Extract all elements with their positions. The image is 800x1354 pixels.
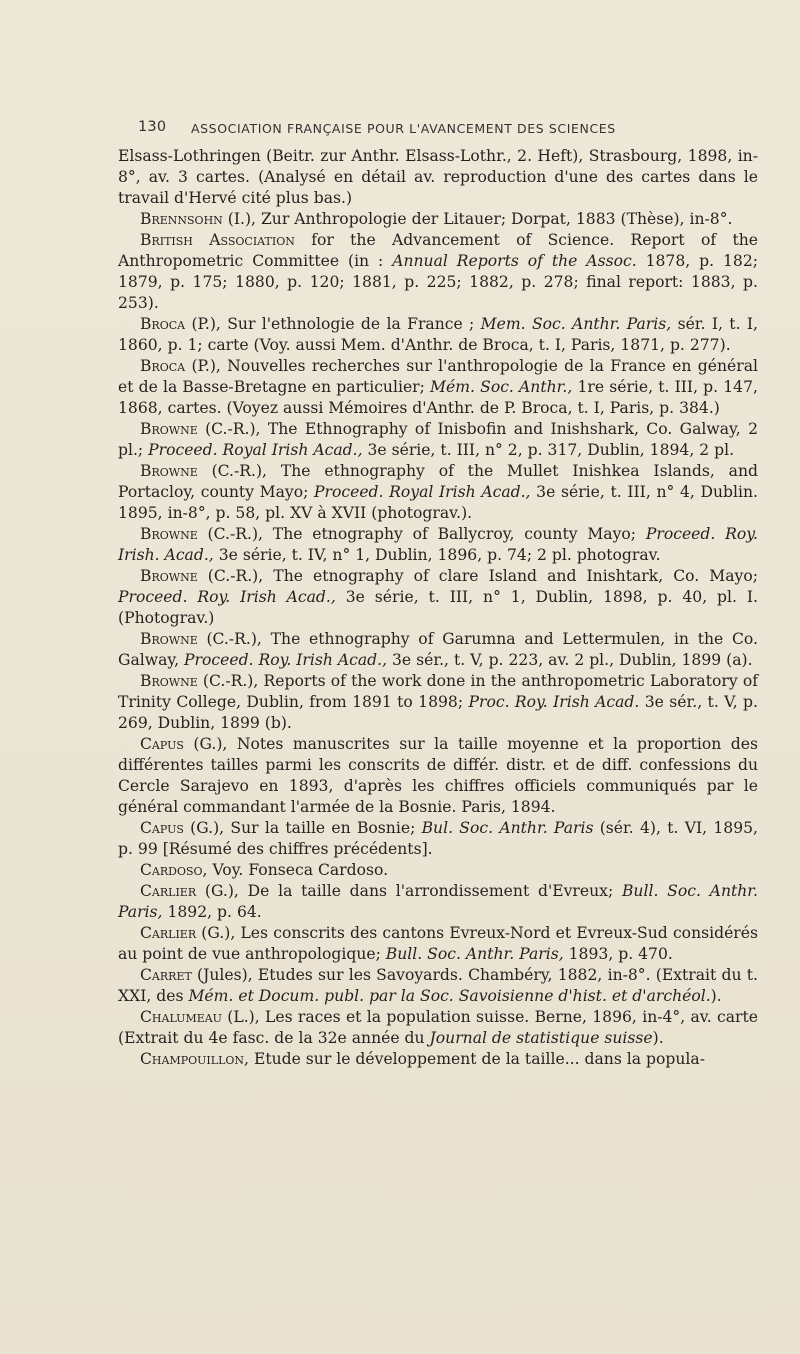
entry-source: Bull. Soc. Anthr. Paris, [385,945,564,963]
entry-source: Bull. Soc. Anthr. Paris, [118,882,758,921]
entry-source: Proceed. Royal Irish Acad., [314,483,531,501]
entry-details: 3e série, t. III, n° 2, p. 317, Dublin, 1894, 2 pl. [362,441,735,459]
bibliography-entry [118,146,758,209]
bibliography-entry [118,566,758,629]
entry-author: Browne [140,672,198,690]
entry-title: (G.), Notes manuscrites sur la taille moyenne et la proportion des différentes tailles parmi les conscrits de différ. distr. et de diff. confessions du Cercle Sarajevo en 1893, d'après les chiffres officiels communiqués par le général commandant l'armée de la Bosnie. Paris, 1894. [118,735,758,816]
entry-title: (C.-R.), The ethnography of Garumna and Lettermulen, in the Co. Galway, [118,630,758,669]
entry-details: 3e série, t. III, n° 4, Dublin. 1895, in-8°, p. 58, pl. XV à XVII (photograv.). [118,483,758,522]
running-head: ASSOCIATION FRANÇAISE POUR L'AVANCEMENT DES SCIENCES [191,121,616,136]
entry-title: (I.), Zur Anthropologie der Litauer; Dorpat, 1883 (Thèse), in-8°. [222,210,733,228]
entry-source: Journal de statistique suisse [429,1029,653,1047]
bibliography-entry [118,881,758,923]
bibliography-list [118,146,758,1070]
entry-title: Elsass-Lothringen (Beitr. zur Anthr. Elsass-Lothr., 2. Heft), Strasbourg, 1898, in-8°, av. 3 cartes. (Analysé en détail av. reproduction d'une des cartes dans le travail d'Hervé cité plus bas.) [118,147,758,207]
entry-title: for the Advancement of Science. Report of the Anthropometric Committee (in : [118,231,758,270]
entry-author: Capus [140,819,184,837]
entry-details: (sér. 4), t. VI, 1895, p. 99 [Résumé des chiffres précédents]. [118,819,759,858]
entry-title: (G.), Les conscrits des cantons Evreux-Nord et Evreux-Sud considérés au point de vue anthropologique; [118,924,758,963]
entry-title: Voy. Fonseca Cardoso. [207,861,389,879]
entry-author: British Association [140,231,295,249]
entry-title: (G.), Sur la taille en Bosnie; [183,819,422,837]
bibliography-entry [118,419,758,461]
bibliography-entry [118,818,758,860]
entry-author: Brennsohn [140,210,223,228]
entry-details: ). [652,1029,664,1047]
bibliography-entry [118,965,758,1007]
entry-details: 3e sér., t. V, p. 223, av. 2 pl., Dublin, 1899 (a). [387,651,753,669]
bibliography-entry [118,524,758,566]
entry-details: 3e sér., t. V, p. 269, Dublin, 1899 (b). [118,693,758,732]
entry-details: 3e série, t. IV, n° 1, Dublin, 1896, p. 74; 2 pl. photograv. [213,546,661,564]
bibliography-entry [118,860,758,881]
entry-author: Broca [140,357,186,375]
entry-author: Browne [140,525,198,543]
entry-source: Mém. Soc. Anthr., [430,378,573,396]
entry-title: (Jules), Etudes sur les Savoyards. Chambéry, 1882, in-8°. (Extrait du t. XXI, des [118,966,758,1005]
entry-details: 1878, p. 182; 1879, p. 175; 1880, p. 120; 1881, p. 225; 1882, p. 278; final report: 1883, p. 253). [118,252,759,312]
entry-details: 1re série, t. III, p. 147, 1868, cartes. (Voyez aussi Mémoires d'Anthr. de P. Broca, t. I, Paris, p. 384.) [118,378,758,417]
entry-author: Carlier [140,882,197,900]
entry-source: Proceed. Roy. Irish Acad., [184,651,388,669]
bibliography-entry [118,314,758,356]
bibliography-entry [118,1049,758,1070]
entry-author: Champouillon, [140,1050,249,1068]
entry-source: Bul. Soc. Anthr. Paris [421,819,594,837]
bibliography-entry [118,923,758,965]
entry-author: Browne [140,567,198,585]
entry-title: Etude sur le développement de la taille... dans la popula- [248,1050,705,1068]
entry-author: Browne [140,462,198,480]
entry-author: Browne [140,630,198,648]
entry-source: Proceed. Royal Irish Acad., [148,441,363,459]
entry-title: (C.-R.), The Ethnography of Inisbofin and Inishshark, Co. Galway, 2 pl.; [118,420,758,459]
entry-author: Chalumeau [140,1008,222,1026]
entry-title: (C.-R.), The ethnography of the Mullet Inishkea Islands, and Portacloy, county Mayo; [118,462,758,501]
entry-source: Mem. Soc. Anthr. Paris, [480,315,672,333]
entry-author: Browne [140,420,198,438]
entry-author: Carret [140,966,192,984]
bibliography-entry [118,734,758,818]
bibliography-entry [118,671,758,734]
entry-source: Proceed. Roy. Irish Acad., [118,588,336,606]
bibliography-entry [118,1007,758,1049]
entry-title: (L.), Les races et la population suisse. Berne, 1896, in-4°, av. carte (Extrait du 4e fasc. de la 32e année du [118,1008,758,1047]
entry-details: ). [710,987,722,1005]
entry-source: Mém. et Docum. publ. par la Soc. Savoisienne d'hist. et d'archéol. [188,987,711,1005]
entry-title: (P.), Sur l'ethnologie de la France ; [185,315,481,333]
bibliography-entry [118,629,758,671]
entry-title: (P.), Nouvelles recherches sur l'anthropologie de la France en général et de la Basse-Bretagne en particulier; [118,357,758,396]
page-number: 130 [138,119,167,135]
entry-title: (G.), De la taille dans l'arrondissement d'Evreux; [196,882,622,900]
entry-details: 1893, p. 470. [563,945,673,963]
entry-source: Proceed. Roy. Irish. Acad., [118,525,759,564]
entry-details: 1892, p. 64. [162,903,262,921]
entry-details: 3e série, t. III, n° 1, Dublin, 1898, p. 40, pl. I. (Photograv.) [118,588,758,627]
entry-author: Cardoso, [140,861,208,879]
entry-source: Annual Reports of the Assoc. [392,252,637,270]
bibliography-entry [118,230,758,314]
entry-details: sér. I, t. I, 1860, p. 1; carte (Voy. aussi Mem. d'Anthr. de Broca, t. I, Paris, 1871, p. 277). [118,315,759,354]
entry-author: Broca [140,315,186,333]
bibliography-entry [118,461,758,524]
bibliography-entry [118,209,758,230]
entry-title: (C.-R.), The etnography of clare Island and Inishtark, Co. Mayo; [197,567,758,585]
entry-author: Capus [140,735,184,753]
entry-title: (C.-R.), The etnography of Ballycroy, county Mayo; [197,525,646,543]
entry-source: Proc. Roy. Irish Acad. [468,693,640,711]
entry-author: Carlier [140,924,197,942]
bibliography-entry [118,356,758,419]
entry-title: (C.-R.), Reports of the work done in the anthropometric Laboratory of Trinity College, Dublin, from 1891 to 1898; [118,672,758,711]
